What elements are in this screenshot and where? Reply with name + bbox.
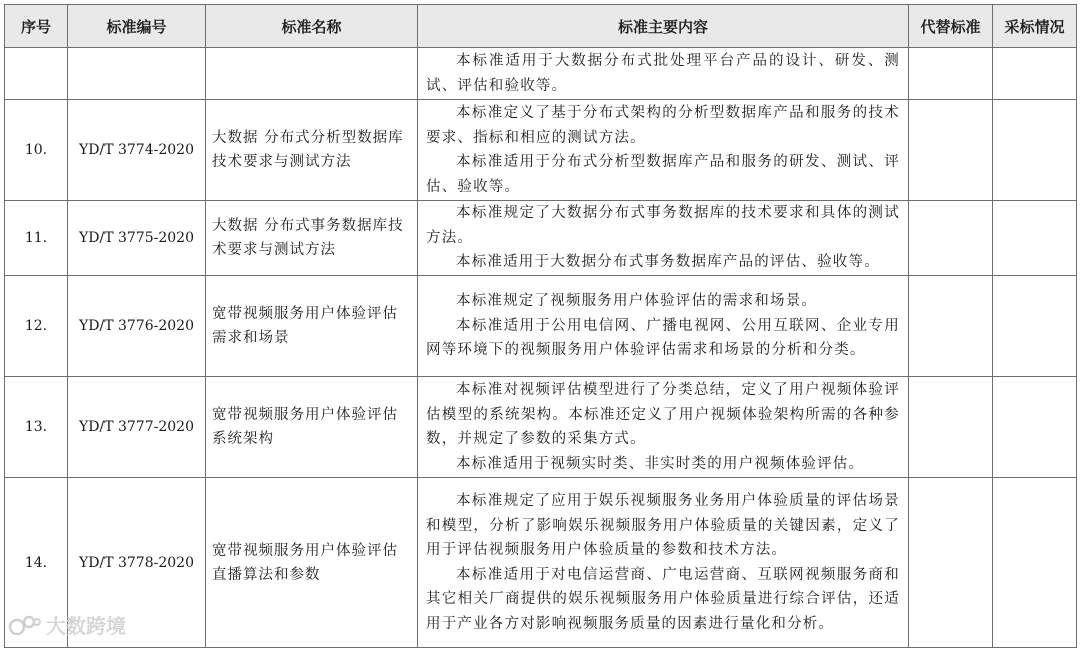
table-row (5, 276, 1077, 377)
watermark-text: 大数跨境 (46, 614, 126, 638)
row-name: 大数据 分布式分析型数据库技术要求与测试方法 (206, 100, 418, 201)
row-no: 14. (5, 478, 68, 648)
row-no: 12. (5, 276, 68, 377)
row-content (418, 478, 909, 648)
row-adopt (993, 377, 1077, 478)
row-name: 宽带视频服务用户体验评估 系统架构 (206, 377, 418, 478)
row-code: YD/T 3778-2020 (68, 478, 206, 648)
row-replace (909, 377, 993, 478)
row-code: YD/T 3776-2020 (68, 276, 206, 377)
table-row (5, 377, 1077, 478)
content-paragraph: 本标准适用于分布式分析型数据库产品和服务的研发、测试、评估、验收等。 (426, 154, 900, 195)
row-name: 宽带视频服务用户体验评估 需求和场景 (206, 276, 418, 377)
row-replace (909, 478, 993, 648)
row-code (68, 48, 206, 100)
row-replace (909, 100, 993, 201)
header-adopt: 采标情况 (993, 5, 1077, 48)
row-adopt (993, 48, 1077, 100)
content-paragraph: 本标准定义了基于分布式架构的分析型数据库产品和服务的技术要求、指标和相应的测试方法。 (426, 105, 900, 146)
row-replace (909, 201, 993, 276)
row-content (418, 276, 909, 377)
content-paragraph: 本标准规定了大数据分布式事务数据库的技术要求和具体的测试方法。 (426, 205, 900, 246)
table-row (5, 201, 1077, 276)
content-paragraph: 本标准规定了应用于娱乐视频服务业务用户体验质量的评估场景和模型，分析了影响娱乐视频服务用户体验质量的关键因素，定义了用于评估视频服务用户体验质量的参数和技术方法。 (426, 493, 900, 558)
row-adopt (993, 201, 1077, 276)
row-name (206, 48, 418, 100)
row-name: 宽带视频服务用户体验评估 直播算法和参数 (206, 478, 418, 648)
table-row (5, 48, 1077, 100)
brand-logo-icon (8, 613, 42, 637)
content-paragraph: 本标准适用于视频实时类、非实时类的用户视频体验评估。 (456, 455, 865, 472)
row-content (418, 201, 909, 276)
row-content (418, 100, 909, 201)
row-code: YD/T 3777-2020 (68, 377, 206, 478)
content-paragraph: 本标准适用于大数据分布式批处理平台产品的设计、研发、测试、评估和验收等。 (426, 53, 900, 94)
row-adopt (993, 100, 1077, 201)
row-adopt (993, 478, 1077, 648)
content-paragraph: 本标准适用于大数据分布式事务数据库产品的评估、验收等。 (456, 254, 880, 271)
watermark (8, 610, 126, 639)
row-code: YD/T 3775-2020 (68, 201, 206, 276)
table-row (5, 100, 1077, 201)
row-content (418, 48, 909, 100)
content-paragraph: 本标准适用于对电信运营商、广电运营商、互联网视频服务商和其它相关厂商提供的娱乐视频服务用户体验质量进行综合评估，还适用于产业各方对影响视频服务质量的因素进行量化和分析。 (426, 566, 900, 632)
content-paragraph: 本标准对视频评估模型进行了分类总结，定义了用户视频体验评估模型的系统架构。本标准还定义了用户视频体验架构所需的各种参数，并规定了参数的采集方式。 (426, 382, 900, 447)
content-paragraph: 本标准规定了视频服务用户体验评估的需求和场景。 (456, 293, 818, 310)
row-content (418, 377, 909, 478)
row-adopt (993, 276, 1077, 377)
row-replace (909, 276, 993, 377)
standards-table (4, 4, 1077, 648)
header-name: 标准名称 (206, 5, 418, 48)
row-code: YD/T 3774-2020 (68, 100, 206, 201)
table-row (5, 478, 1077, 648)
header-content: 标准主要内容 (418, 5, 909, 48)
row-name: 大数据 分布式事务数据库技术要求与测试方法 (206, 201, 418, 276)
row-replace (909, 48, 993, 100)
header-row (5, 5, 1077, 48)
header-no: 序号 (5, 5, 68, 48)
row-no: 11. (5, 201, 68, 276)
header-replace: 代替标准 (909, 5, 993, 48)
row-no: 10. (5, 100, 68, 201)
row-no: 13. (5, 377, 68, 478)
content-paragraph: 本标准适用于公用电信网、广播电视网、公用互联网、企业专用网等环境下的视频服务用户体验评估需求和场景的分析和分类。 (426, 317, 900, 359)
header-code: 标准编号 (68, 5, 206, 48)
row-no (5, 48, 68, 100)
